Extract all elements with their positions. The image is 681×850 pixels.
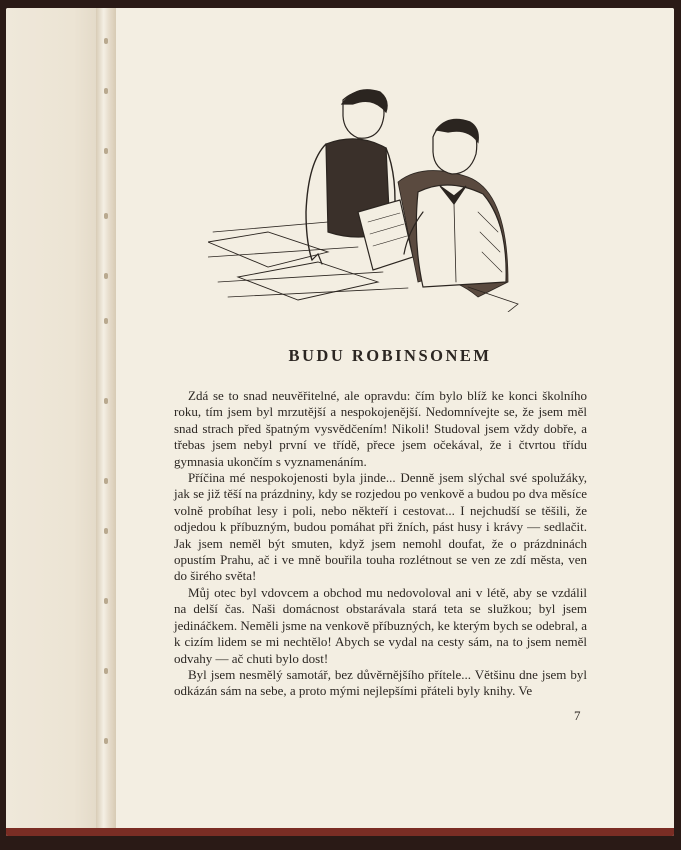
paragraph: Zdá se to snad neuvěřitelné, ale opravdu: čím bylo blíž ke konci školního roku, tím jsem byl mrzutější a nespokojenější. Nedomnívejte se, že jsem měl snad strach před špatným vysvědčením! Nikoli! Studoval jsem vždy dobře, a třebas jsem nebyl první ve třídě, přece jsem očekával, že i čtvrtou třídu gymnasia ukončím s vyznamenáním. — [174, 388, 587, 469]
paragraph: Příčina mé nespokojenosti byla jinde... Denně jsem slýchal své spolužáky, jak se již těší na prázdniny, kdy se rozjedou po venkově a budou po dva měsíce volně probíhat lesy i poli, nebo někteří i cestovat... I nejchudší se těšili, že odjedou k příbuzným, budou pomáhat při žních, pást husy i krávy — sedlačit. Jak jsem neměl být smuten, když jsem nemohl doufat, že o prázdninách opustím Prahu, ač i ve mně bouřila touha rozlétnout se ven ze zdí města, ven do širého světa! — [174, 470, 587, 584]
book-gutter — [96, 8, 118, 836]
illustration-boy-and-man — [208, 82, 528, 312]
binding-stitch — [104, 668, 108, 674]
binding-stitch — [104, 213, 108, 219]
binding-stitch — [104, 478, 108, 484]
binding-stitch — [104, 273, 108, 279]
paragraph: Byl jsem nesmělý samotář, bez důvěrnějšího přítele... Většinu dne jsem byl odkázán sám na sebe, a proto mými nejlepšími přáteli byly knihy. Ve — [174, 666, 587, 699]
page-number: 7 — [574, 708, 581, 723]
body-text — [174, 388, 587, 700]
binding-stitch — [104, 318, 108, 324]
binding-stitch — [104, 38, 108, 44]
binding-stitch — [104, 88, 108, 94]
binding-stitch — [104, 148, 108, 154]
chapter-title: BUDU ROBINSONEM — [288, 346, 492, 365]
left-page — [6, 8, 102, 836]
paragraph: Můj otec byl vdovcem a obchod mu nedovoloval ani v létě, aby se vzdálil na delší čas. Naši domácnost obstarávala stará teta se služkou; byl jsem jedináčkem. Neměli jsme na venkově příbuzných, ke kterým bych se odebral, a k cizím lidem se mi nechtělo! Abych se vydal na cesty sám, na to jsem neměl odvahy — ač chuti bylo dost! — [174, 584, 587, 666]
binding-stitch — [104, 528, 108, 534]
binding-stitch — [104, 598, 108, 604]
binding-stitch — [104, 398, 108, 404]
binding-stitch — [104, 738, 108, 744]
cover-edge — [6, 828, 674, 836]
